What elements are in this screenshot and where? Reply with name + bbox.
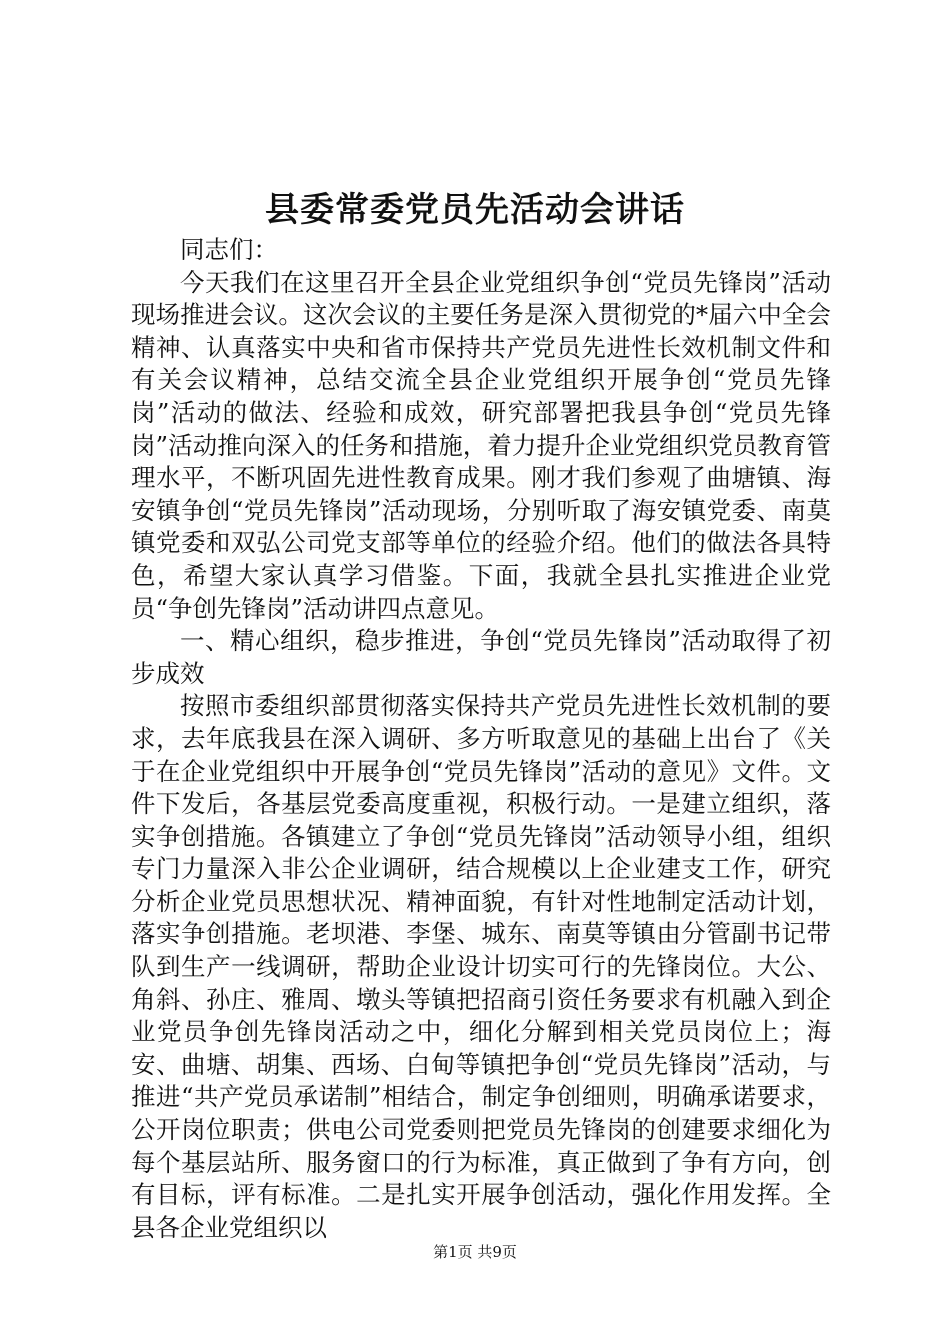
document-title: 县委常委党员先活动会讲话 (265, 190, 685, 230)
section-body-paragraph: 按照市委组织部贯彻落实保持共产党员先进性长效机制的要求，去年底我县在深入调研、多方听取意见的基础上出台了《关于在企业党组织中开展争创“党员先锋岗”活动的意见》文件。文件下发后，各基层党委高度重视，积极行动。一是建立组织，落实争创措施。各镇建立了争创“党员先锋岗”活动领导小组，组织专门力量深入非公企业调研，结合规模以上企业建支工作，研究分析企业党员思想状况、精神面貌，有针对性地制定活动计划，落实争创措施。老坝港、李堡、城东、南莫等镇由分管副书记带队到生产一线调研，帮助企业设计切实可行的先锋岗位。大公、角斜、孙庄、雅周、墩头等镇把招商引资任务要求有机融入到企业党员争创先锋岗活动之中，细化分解到相关党员岗位上；海安、曲塘、胡集、西场、白甸等镇把争创“党员先锋岗”活动，与推进“共产党员承诺制”相结合，制定争创细则，明确承诺要求，公开岗位职责；供电公司党委则把党员先锋岗的创建要求细化为每个基层站所、服务窗口的行为标准，真正做到了争有方向，创有目标，评有标准。二是扎实开展争创活动，强化作用发挥。全县各企业党组织以 (131, 691, 831, 1242)
salutation-paragraph: 同志们： (180, 235, 278, 264)
section-heading-paragraph: 一、精心组织，稳步推进，争创“党员先锋岗”活动取得了初步成效 (131, 626, 831, 688)
page-number-footer: 第1页 共9页 (433, 1243, 517, 1261)
intro-paragraph: 今天我们在这里召开全县企业党组织争创“党员先锋岗”活动现场推进会议。这次会议的主要任务是深入贯彻党的*届六中全会精神、认真落实中央和省市保持共产党员先进性长效机制文件和有关会议精神，总结交流全县企业党组织开展争创“党员先锋岗”活动的做法、经验和成效，研究部署把我县争创“党员先锋岗”活动推向深入的任务和措施，着力提升企业党组织党员教育管理水平，不断巩固先进性教育成果。刚才我们参观了曲塘镇、海安镇争创“党员先锋岗”活动现场，分别听取了海安镇党委、南莫镇党委和双弘公司党支部等单位的经验介绍。他们的做法各具特色，希望大家认真学习借鉴。下面，我就全县扎实推进企业党员“争创先锋岗”活动讲四点意见。 (131, 267, 831, 623)
document-body (131, 234, 831, 1244)
